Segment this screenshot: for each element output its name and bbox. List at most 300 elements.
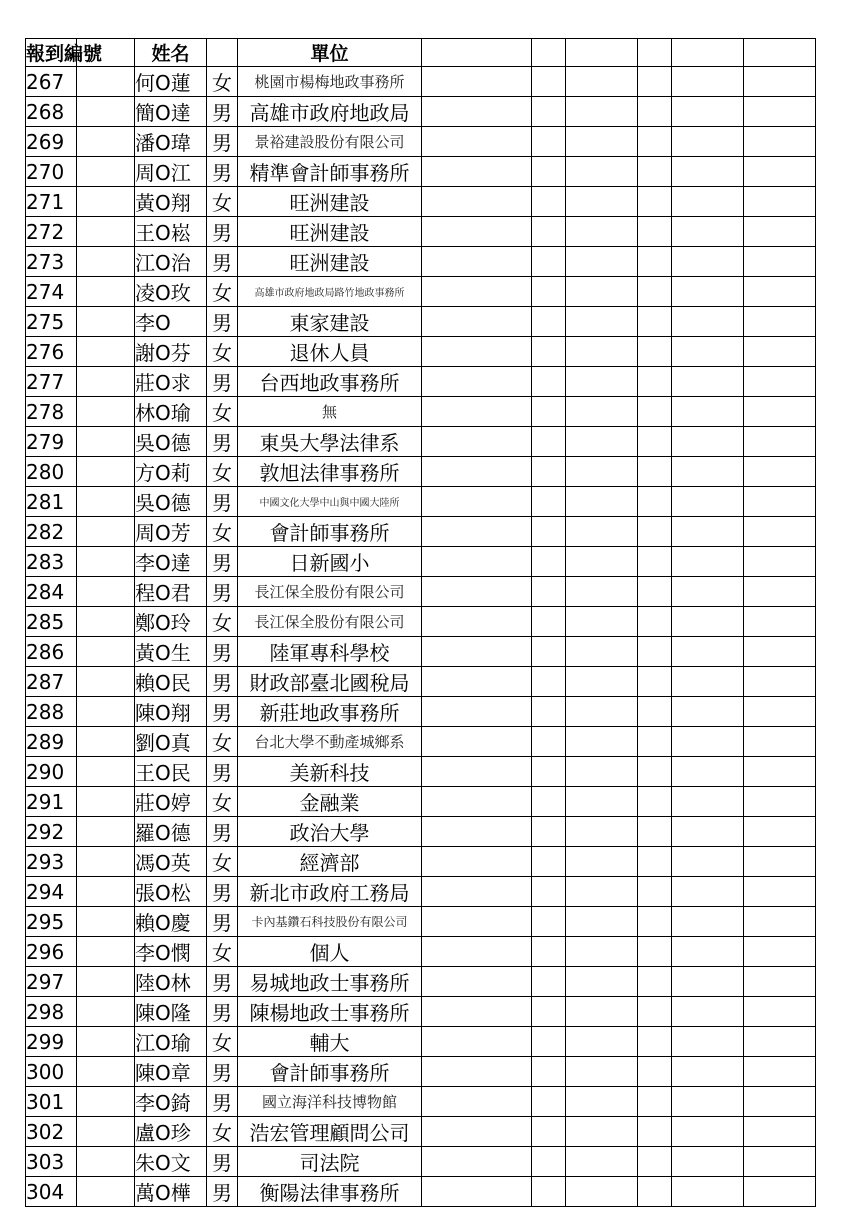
blank-cell [422, 547, 532, 577]
blank-cell [422, 397, 532, 427]
blank-cell [638, 727, 672, 757]
blank-cell [566, 1087, 638, 1117]
attendee-organization: 輔大 [238, 1027, 422, 1057]
blank-cell [422, 1057, 532, 1087]
blank-cell [532, 67, 566, 97]
blank-cell [672, 217, 744, 247]
checkin-number: 288 [26, 697, 77, 727]
blank-cell [77, 667, 135, 697]
blank-cell [422, 1087, 532, 1117]
blank-cell [422, 1027, 532, 1057]
table-row [26, 757, 816, 787]
table-row [26, 367, 816, 397]
blank-cell [672, 427, 744, 457]
blank-cell [744, 277, 816, 307]
blank-cell [566, 877, 638, 907]
blank-cell [532, 637, 566, 667]
blank-cell [566, 427, 638, 457]
attendee-organization: 無 [238, 397, 422, 427]
blank-cell [77, 547, 135, 577]
blank-cell [422, 787, 532, 817]
blank-cell [638, 637, 672, 667]
blank-cell [77, 727, 135, 757]
table-row [26, 187, 816, 217]
blank-cell [422, 697, 532, 727]
blank-cell [77, 517, 135, 547]
table-row [26, 817, 816, 847]
attendee-organization: 台北大學不動產城鄉系 [238, 727, 422, 757]
blank-cell [77, 787, 135, 817]
blank-cell [77, 757, 135, 787]
attendee-organization: 東家建設 [238, 307, 422, 337]
blank-cell [638, 157, 672, 187]
blank-cell [744, 937, 816, 967]
attendee-name: 江O瑜 [135, 1027, 207, 1057]
checkin-number: 274 [26, 277, 77, 307]
attendee-organization: 敦旭法律事務所 [238, 457, 422, 487]
header-sex [207, 39, 238, 67]
checkin-number: 278 [26, 397, 77, 427]
blank-cell [672, 247, 744, 277]
checkin-number: 283 [26, 547, 77, 577]
blank-cell [672, 727, 744, 757]
blank-cell [638, 577, 672, 607]
header-extra-6 [744, 39, 816, 67]
attendee-sex: 男 [207, 817, 238, 847]
checkin-number: 279 [26, 427, 77, 457]
attendee-name: 張O松 [135, 877, 207, 907]
attendee-sex: 女 [207, 67, 238, 97]
table-row [26, 937, 816, 967]
blank-cell [532, 187, 566, 217]
blank-cell [77, 877, 135, 907]
blank-cell [566, 787, 638, 817]
blank-cell [566, 727, 638, 757]
table-row [26, 877, 816, 907]
table-row [26, 1057, 816, 1087]
blank-cell [77, 277, 135, 307]
blank-cell [566, 817, 638, 847]
attendee-name: 謝O芬 [135, 337, 207, 367]
checkin-number: 280 [26, 457, 77, 487]
attendee-sex: 男 [207, 127, 238, 157]
blank-cell [672, 1177, 744, 1207]
attendee-organization: 長江保全股份有限公司 [238, 607, 422, 637]
attendee-organization: 財政部臺北國稅局 [238, 667, 422, 697]
table-row [26, 277, 816, 307]
attendee-name: 莊O求 [135, 367, 207, 397]
checkin-number: 270 [26, 157, 77, 187]
table-row [26, 1177, 816, 1207]
blank-cell [532, 277, 566, 307]
blank-cell [77, 1147, 135, 1177]
blank-cell [672, 847, 744, 877]
table-row [26, 697, 816, 727]
blank-cell [422, 817, 532, 847]
blank-cell [77, 487, 135, 517]
blank-cell [77, 127, 135, 157]
blank-cell [672, 757, 744, 787]
blank-cell [744, 907, 816, 937]
blank-cell [566, 547, 638, 577]
attendee-organization: 長江保全股份有限公司 [238, 577, 422, 607]
blank-cell [672, 637, 744, 667]
checkin-number: 273 [26, 247, 77, 277]
attendee-name: 鄭O玲 [135, 607, 207, 637]
attendee-sex: 男 [207, 1057, 238, 1087]
blank-cell [77, 397, 135, 427]
blank-cell [744, 1087, 816, 1117]
attendee-sex: 男 [207, 157, 238, 187]
blank-cell [77, 1087, 135, 1117]
attendee-sex: 男 [207, 877, 238, 907]
blank-cell [77, 97, 135, 127]
blank-cell [744, 607, 816, 637]
blank-cell [77, 217, 135, 247]
attendee-name: 方O莉 [135, 457, 207, 487]
blank-cell [638, 607, 672, 637]
table-row [26, 637, 816, 667]
blank-cell [672, 97, 744, 127]
blank-cell [672, 457, 744, 487]
blank-cell [744, 1147, 816, 1177]
checkin-number: 272 [26, 217, 77, 247]
blank-cell [672, 487, 744, 517]
blank-cell [566, 967, 638, 997]
attendee-sex: 女 [207, 847, 238, 877]
table-row [26, 397, 816, 427]
attendee-organization: 景裕建設股份有限公司 [238, 127, 422, 157]
checkin-number: 298 [26, 997, 77, 1027]
attendee-organization: 個人 [238, 937, 422, 967]
blank-cell [566, 697, 638, 727]
blank-cell [532, 757, 566, 787]
blank-cell [422, 1177, 532, 1207]
attendee-sex: 男 [207, 667, 238, 697]
attendee-organization: 台西地政事務所 [238, 367, 422, 397]
blank-cell [744, 697, 816, 727]
blank-cell [672, 667, 744, 697]
blank-cell [422, 577, 532, 607]
header-row [26, 39, 816, 67]
blank-cell [566, 937, 638, 967]
attendee-name: 凌O玫 [135, 277, 207, 307]
blank-cell [638, 397, 672, 427]
blank-cell [77, 577, 135, 607]
attendee-name: 吳O德 [135, 427, 207, 457]
blank-cell [532, 337, 566, 367]
blank-cell [422, 127, 532, 157]
blank-cell [566, 247, 638, 277]
blank-cell [672, 157, 744, 187]
table-row [26, 577, 816, 607]
attendee-organization: 旺洲建設 [238, 247, 422, 277]
checkin-number: 284 [26, 577, 77, 607]
blank-cell [532, 217, 566, 247]
table-row [26, 337, 816, 367]
blank-cell [422, 487, 532, 517]
blank-cell [638, 217, 672, 247]
checkin-number: 304 [26, 1177, 77, 1207]
checkin-number: 276 [26, 337, 77, 367]
attendee-organization: 會計師事務所 [238, 1057, 422, 1087]
checkin-number: 282 [26, 517, 77, 547]
attendee-sex: 男 [207, 997, 238, 1027]
blank-cell [744, 217, 816, 247]
blank-cell [638, 757, 672, 787]
blank-cell [744, 757, 816, 787]
attendance-roster-table [25, 38, 816, 1207]
attendee-name: 林O瑜 [135, 397, 207, 427]
attendee-organization: 精準會計師事務所 [238, 157, 422, 187]
checkin-number: 290 [26, 757, 77, 787]
blank-cell [422, 757, 532, 787]
table-row [26, 487, 816, 517]
attendee-sex: 男 [207, 637, 238, 667]
blank-cell [638, 427, 672, 457]
blank-cell [672, 1057, 744, 1087]
blank-cell [532, 727, 566, 757]
attendee-name: 黃O翔 [135, 187, 207, 217]
checkin-number: 267 [26, 67, 77, 97]
header-extra-4 [638, 39, 672, 67]
attendee-name: 朱O文 [135, 1147, 207, 1177]
table-row [26, 967, 816, 997]
blank-cell [77, 427, 135, 457]
blank-cell [422, 637, 532, 667]
attendee-name: 賴O慶 [135, 907, 207, 937]
blank-cell [532, 1087, 566, 1117]
blank-cell [77, 637, 135, 667]
checkin-number: 277 [26, 367, 77, 397]
blank-cell [744, 157, 816, 187]
blank-cell [566, 1117, 638, 1147]
blank-cell [422, 997, 532, 1027]
blank-cell [77, 817, 135, 847]
blank-cell [744, 817, 816, 847]
blank-cell [672, 277, 744, 307]
attendee-organization: 桃園市楊梅地政事務所 [238, 67, 422, 97]
blank-cell [77, 187, 135, 217]
table-row [26, 217, 816, 247]
blank-cell [672, 367, 744, 397]
blank-cell [422, 937, 532, 967]
header-extra-5 [672, 39, 744, 67]
attendee-sex: 女 [207, 517, 238, 547]
attendee-name: 周O江 [135, 157, 207, 187]
checkin-number: 269 [26, 127, 77, 157]
attendee-organization: 美新科技 [238, 757, 422, 787]
blank-cell [422, 217, 532, 247]
blank-cell [744, 337, 816, 367]
blank-cell [77, 1117, 135, 1147]
checkin-number: 286 [26, 637, 77, 667]
attendee-organization: 易城地政士事務所 [238, 967, 422, 997]
attendee-name: 江O治 [135, 247, 207, 277]
blank-cell [744, 427, 816, 457]
blank-cell [744, 517, 816, 547]
blank-cell [532, 517, 566, 547]
blank-cell [422, 1147, 532, 1177]
attendee-name: 簡O達 [135, 97, 207, 127]
blank-cell [744, 877, 816, 907]
attendee-name: 劉O真 [135, 727, 207, 757]
blank-cell [672, 817, 744, 847]
blank-cell [77, 247, 135, 277]
blank-cell [77, 157, 135, 187]
blank-cell [532, 847, 566, 877]
blank-cell [638, 817, 672, 847]
blank-cell [532, 997, 566, 1027]
blank-cell [672, 1117, 744, 1147]
blank-cell [532, 487, 566, 517]
table-row [26, 727, 816, 757]
attendee-sex: 女 [207, 397, 238, 427]
blank-cell [744, 367, 816, 397]
blank-cell [532, 1027, 566, 1057]
blank-cell [672, 907, 744, 937]
blank-cell [638, 307, 672, 337]
attendee-organization: 日新國小 [238, 547, 422, 577]
blank-cell [638, 877, 672, 907]
attendee-sex: 男 [207, 697, 238, 727]
blank-cell [422, 67, 532, 97]
attendee-sex: 男 [207, 547, 238, 577]
blank-cell [77, 367, 135, 397]
table-row [26, 247, 816, 277]
blank-cell [744, 1057, 816, 1087]
blank-cell [638, 1057, 672, 1087]
blank-cell [532, 877, 566, 907]
attendee-sex: 男 [207, 907, 238, 937]
attendee-sex: 男 [207, 487, 238, 517]
blank-cell [566, 67, 638, 97]
checkin-number: 295 [26, 907, 77, 937]
blank-cell [638, 997, 672, 1027]
blank-cell [566, 157, 638, 187]
blank-cell [422, 337, 532, 367]
blank-cell [422, 367, 532, 397]
attendee-sex: 女 [207, 787, 238, 817]
blank-cell [532, 427, 566, 457]
blank-cell [638, 247, 672, 277]
attendee-name: 萬O樺 [135, 1177, 207, 1207]
attendee-organization: 退休人員 [238, 337, 422, 367]
attendee-name: 李O達 [135, 547, 207, 577]
blank-cell [532, 1147, 566, 1177]
blank-cell [532, 367, 566, 397]
blank-cell [672, 397, 744, 427]
table-row [26, 457, 816, 487]
attendee-organization: 高雄市政府地政局路竹地政事務所 [238, 277, 422, 307]
blank-cell [566, 607, 638, 637]
table-row [26, 157, 816, 187]
checkin-number: 300 [26, 1057, 77, 1087]
blank-cell [77, 457, 135, 487]
blank-cell [532, 397, 566, 427]
blank-cell [638, 787, 672, 817]
blank-cell [566, 487, 638, 517]
header-extra-3 [566, 39, 638, 67]
attendee-name: 李O錡 [135, 1087, 207, 1117]
blank-cell [566, 217, 638, 247]
blank-cell [744, 127, 816, 157]
blank-cell [532, 907, 566, 937]
attendee-sex: 女 [207, 277, 238, 307]
blank-cell [638, 1087, 672, 1117]
checkin-number: 297 [26, 967, 77, 997]
blank-cell [566, 367, 638, 397]
blank-cell [744, 967, 816, 997]
blank-cell [672, 787, 744, 817]
blank-cell [532, 1117, 566, 1147]
blank-cell [422, 847, 532, 877]
attendee-sex: 女 [207, 727, 238, 757]
attendee-name: 陸O林 [135, 967, 207, 997]
blank-cell [77, 937, 135, 967]
attendee-name: 程O君 [135, 577, 207, 607]
blank-cell [532, 1057, 566, 1087]
blank-cell [672, 127, 744, 157]
blank-cell [638, 277, 672, 307]
blank-cell [566, 517, 638, 547]
attendee-organization: 浩宏管理顧問公司 [238, 1117, 422, 1147]
blank-cell [422, 727, 532, 757]
attendee-sex: 男 [207, 217, 238, 247]
attendee-organization: 國立海洋科技博物館 [238, 1087, 422, 1117]
blank-cell [532, 1177, 566, 1207]
attendee-sex: 女 [207, 1027, 238, 1057]
attendee-organization: 卡內基鑽石科技股份有限公司 [238, 907, 422, 937]
attendee-sex: 男 [207, 97, 238, 127]
blank-cell [566, 667, 638, 697]
blank-cell [566, 1177, 638, 1207]
checkin-number: 294 [26, 877, 77, 907]
blank-cell [532, 307, 566, 337]
table-row [26, 307, 816, 337]
blank-cell [744, 307, 816, 337]
table-row [26, 1147, 816, 1177]
table-row [26, 1117, 816, 1147]
blank-cell [638, 517, 672, 547]
table-row [26, 847, 816, 877]
blank-cell [422, 877, 532, 907]
checkin-number: 271 [26, 187, 77, 217]
blank-cell [672, 337, 744, 367]
attendee-name: 李O憫 [135, 937, 207, 967]
attendee-sex: 女 [207, 607, 238, 637]
attendee-organization: 新北市政府工務局 [238, 877, 422, 907]
attendee-sex: 女 [207, 337, 238, 367]
blank-cell [638, 547, 672, 577]
header-checkin-number: 報到編號 [26, 39, 77, 67]
blank-cell [638, 1177, 672, 1207]
blank-cell [672, 517, 744, 547]
attendee-sex: 女 [207, 1117, 238, 1147]
blank-cell [422, 607, 532, 637]
blank-cell [672, 967, 744, 997]
blank-cell [744, 97, 816, 127]
attendee-name: 王O民 [135, 757, 207, 787]
attendee-organization: 旺洲建設 [238, 217, 422, 247]
attendee-name: 賴O民 [135, 667, 207, 697]
blank-cell [422, 967, 532, 997]
blank-cell [672, 577, 744, 607]
blank-cell [672, 1147, 744, 1177]
table-row [26, 907, 816, 937]
blank-cell [566, 457, 638, 487]
blank-cell [77, 847, 135, 877]
